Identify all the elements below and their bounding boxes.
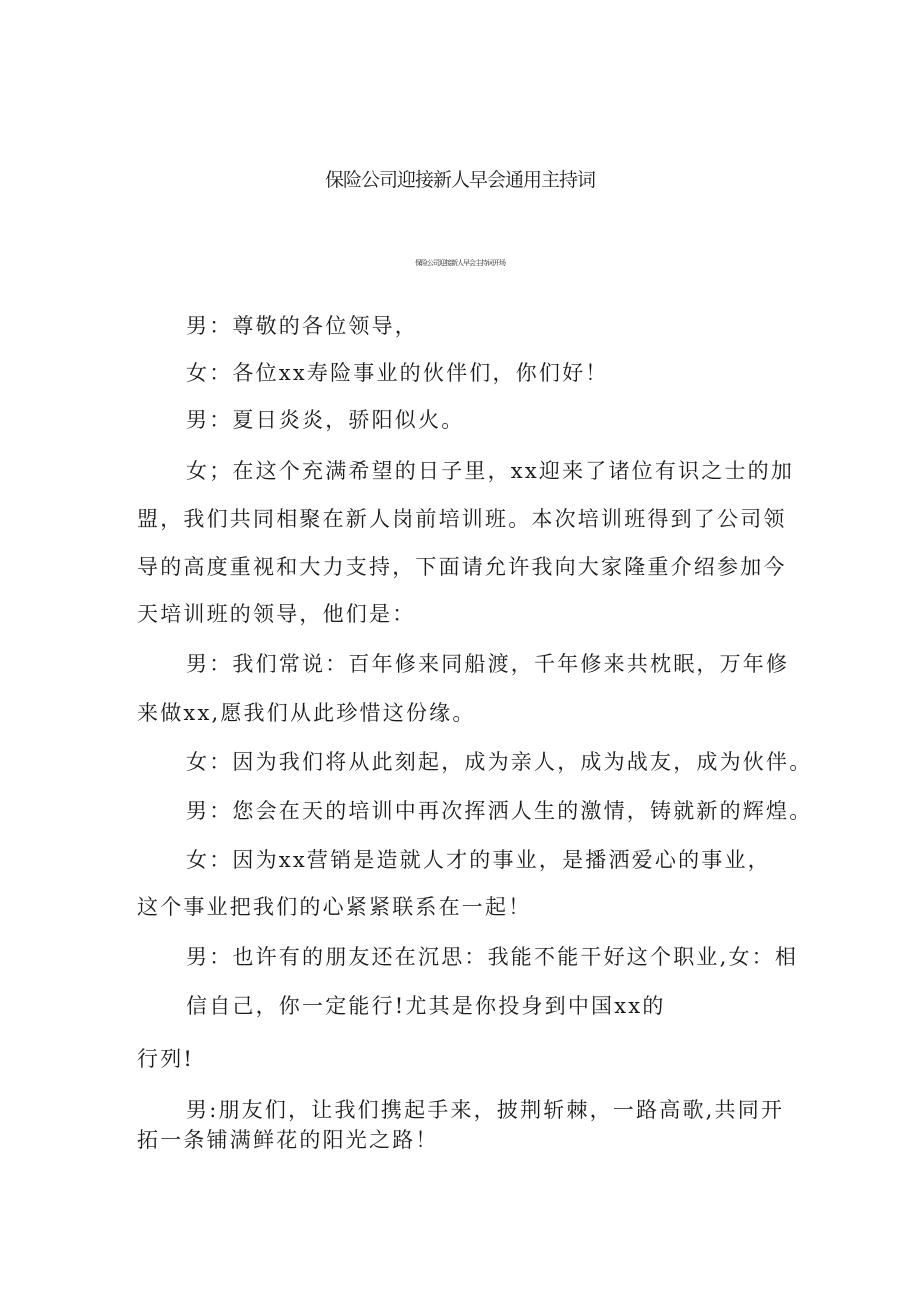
paragraph-line: 女；在这个充满希望的日子里，xx迎来了诸位有识之士的加 [186, 459, 795, 483]
document-subtitle: 保险公司迎接新人早会主持词开场 [415, 259, 505, 267]
paragraph-line: 女：因为xx营销是造就人才的事业，是播洒爱心的事业， [186, 848, 771, 872]
paragraph-line: 盟，我们共同相聚在新人岗前培训班。本次培训班得到了公司领 [137, 507, 787, 531]
paragraph-line: 男：尊敬的各位领导， [186, 314, 418, 338]
paragraph-line: 天培训班的领导，他们是： [137, 602, 416, 626]
paragraph-line: 女：因为我们将从此刻起，成为亲人，成为战友，成为伙伴。 [186, 750, 813, 774]
paragraph-line: 这个事业把我们的心紧紧联系在一起！ [137, 895, 532, 919]
paragraph-line: 男：夏日炎炎，骄阳似火。 [186, 408, 465, 432]
paragraph-line: 信自己，你一定能行!尤其是你投身到中国xx的 [186, 994, 666, 1018]
paragraph-line: 男：您会在天的培训中再次挥洒人生的激情，铸就新的辉煌。 [186, 799, 813, 823]
paragraph-line: 行列! [137, 1047, 195, 1071]
paragraph-line: 导的高度重视和大力支持，下面请允许我向大家隆重介绍参加今 [137, 555, 787, 579]
paragraph-line: 拓一条铺满鲜花的阳光之路！ [137, 1128, 439, 1152]
document-title: 保险公司迎接新人早会通用主持词 [324, 168, 595, 191]
paragraph-line: 男：我们常说：百年修来同船渡，千年修来共枕眠，万年修 [186, 652, 790, 676]
paragraph-line: 女：各位xx寿险事业的伙伴们，你们好！ [186, 361, 609, 385]
paragraph-line: 来做xx,愿我们从此珍惜这份缘。 [137, 701, 476, 725]
paragraph-line: 男:朋友们，让我们携起手来，披荆斩棘，一路高歌,共同开 [186, 1098, 785, 1122]
paragraph-line: 男：也许有的朋友还在沉思：我能不能干好这个职业,女：相 [186, 945, 799, 969]
